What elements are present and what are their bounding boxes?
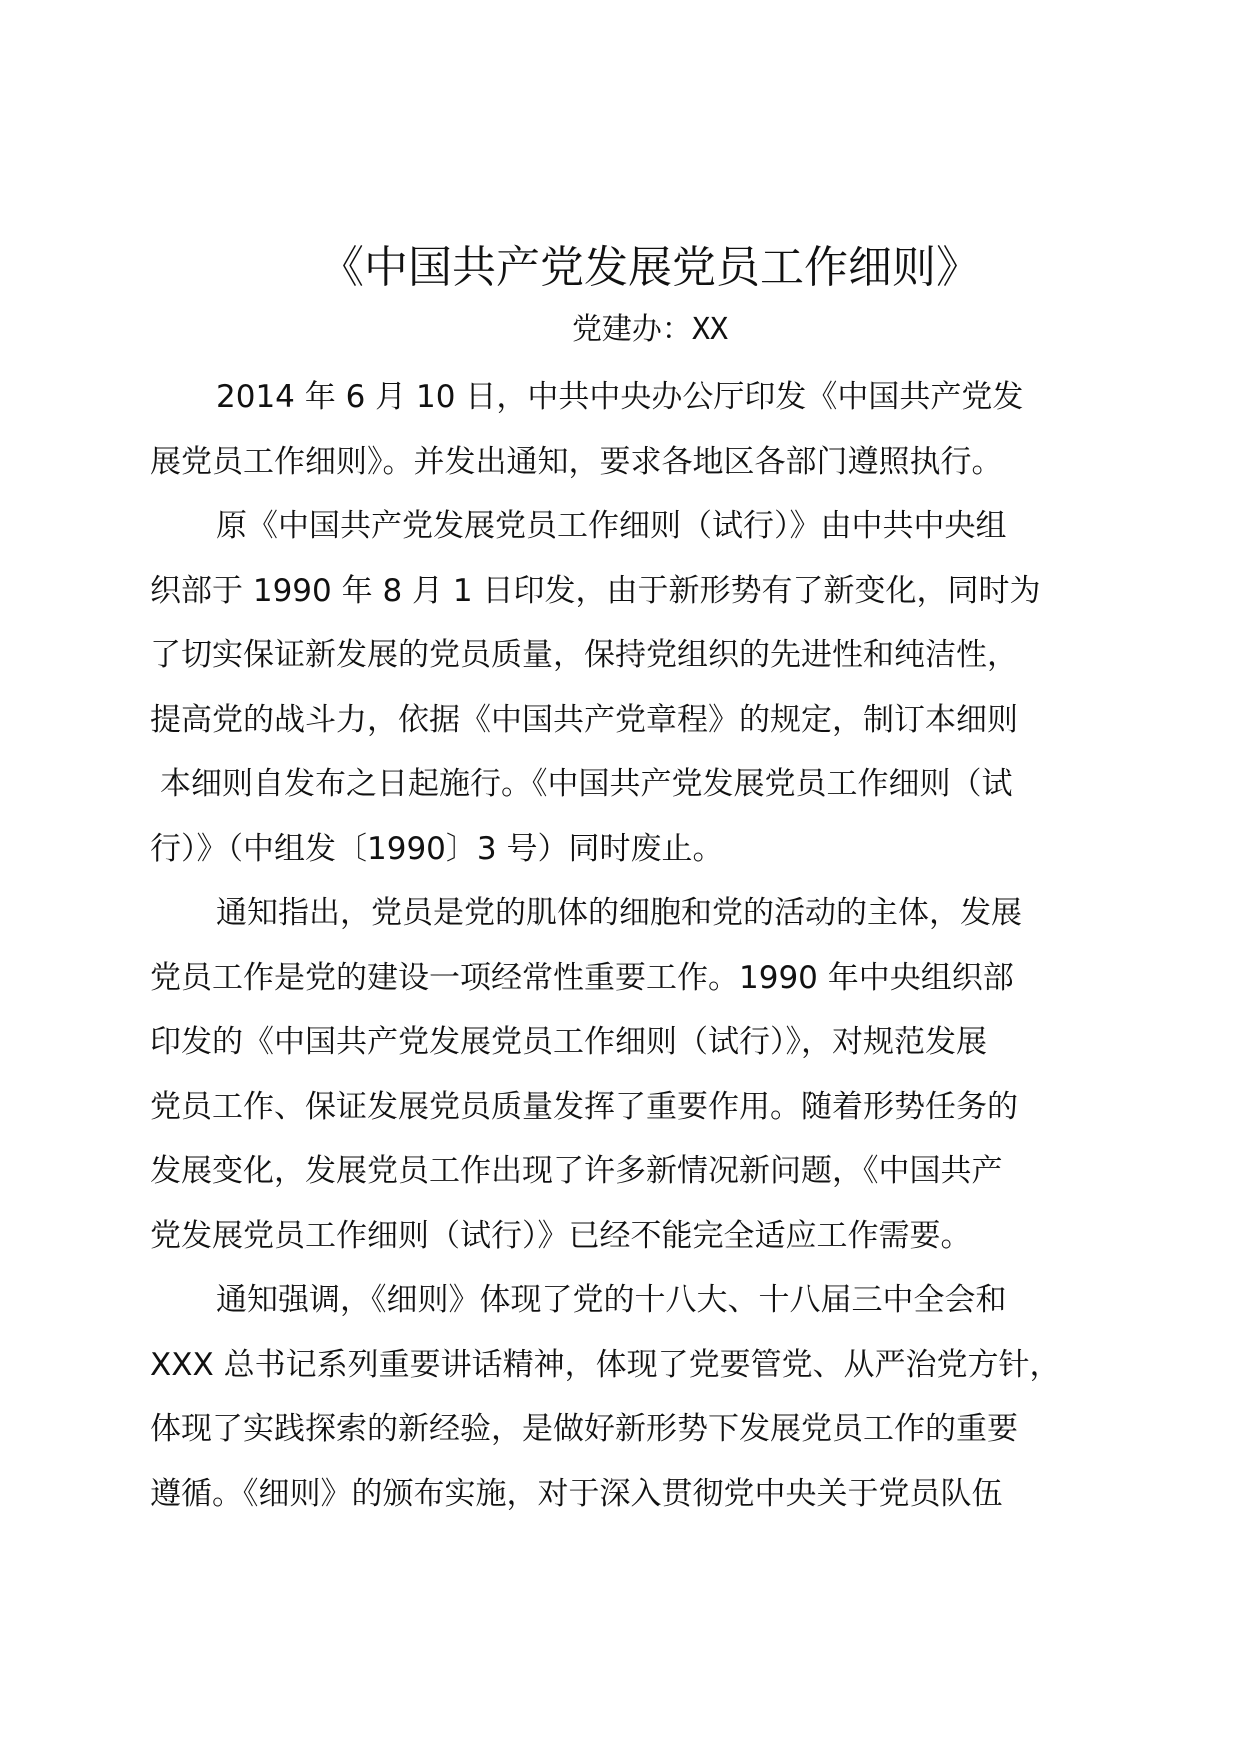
text-line: 印发的《中国共产党发展党员工作细则（试行）》，对规范发展: [150, 1024, 987, 1060]
document-title: 《中国共产党发展党员工作细则》: [320, 242, 980, 293]
author-line: [0, 308, 1240, 352]
text-line: 党员工作是党的建设一项经常性重要工作。1990 年中央组织部: [150, 959, 1014, 996]
text-line: 展党员工作细则》。并发出通知，要求各地区各部门遵照执行。: [150, 443, 1003, 480]
text-line: 行）》（中组发〔1990〕3 号）同时废止。: [150, 830, 724, 867]
author-name: XX: [691, 312, 729, 347]
text-line: 党发展党员工作细则（试行）》已经不能完全适应工作需要。: [150, 1217, 972, 1254]
text-line: 织部于 1990 年 8 月 1 日印发，由于新形势有了新变化，同时为: [150, 572, 1041, 609]
text-line: 本细则自发布之日起施行。《中国共产党发展党员工作细则（试: [160, 766, 1013, 802]
text-line: 通知强调，《细则》体现了党的十八大、十八届三中全会和: [216, 1282, 1007, 1318]
text-line: 党员工作、保证发展党员质量发挥了重要作用。随着形势任务的: [150, 1088, 1018, 1125]
text-line: 通知指出，党员是党的肌体的细胞和党的活动的主体，发展: [216, 895, 1022, 931]
text-line: 体现了实践探索的新经验，是做好新形势下发展党员工作的重要: [150, 1411, 1018, 1447]
text-line: 了切实保证新发展的党员质量，保持党组织的先进性和纯洁性，: [150, 637, 1018, 673]
text-line: 原《中国共产党发展党员工作细则（试行）》由中共中央组: [216, 508, 1007, 544]
text-line: 提高党的战斗力，依据《中国共产党章程》的规定，制订本细则: [150, 701, 1018, 738]
text-line: 遵循。《细则》的颁布实施，对于深入贯彻党中央关于党员队伍: [150, 1475, 1003, 1512]
text-line: 2014 年 6 月 10 日，中共中央办公厅印发《中国共产党发: [216, 379, 1024, 415]
body-text: [150, 365, 1110, 1526]
text-line: XXX 总书记系列重要讲话精神，体现了党要管党、从严治党方针，: [150, 1346, 1061, 1383]
text-line: 发展变化，发展党员工作出现了许多新情况新问题，《中国共产: [150, 1153, 1003, 1189]
author-label: 党建办：: [571, 312, 692, 347]
